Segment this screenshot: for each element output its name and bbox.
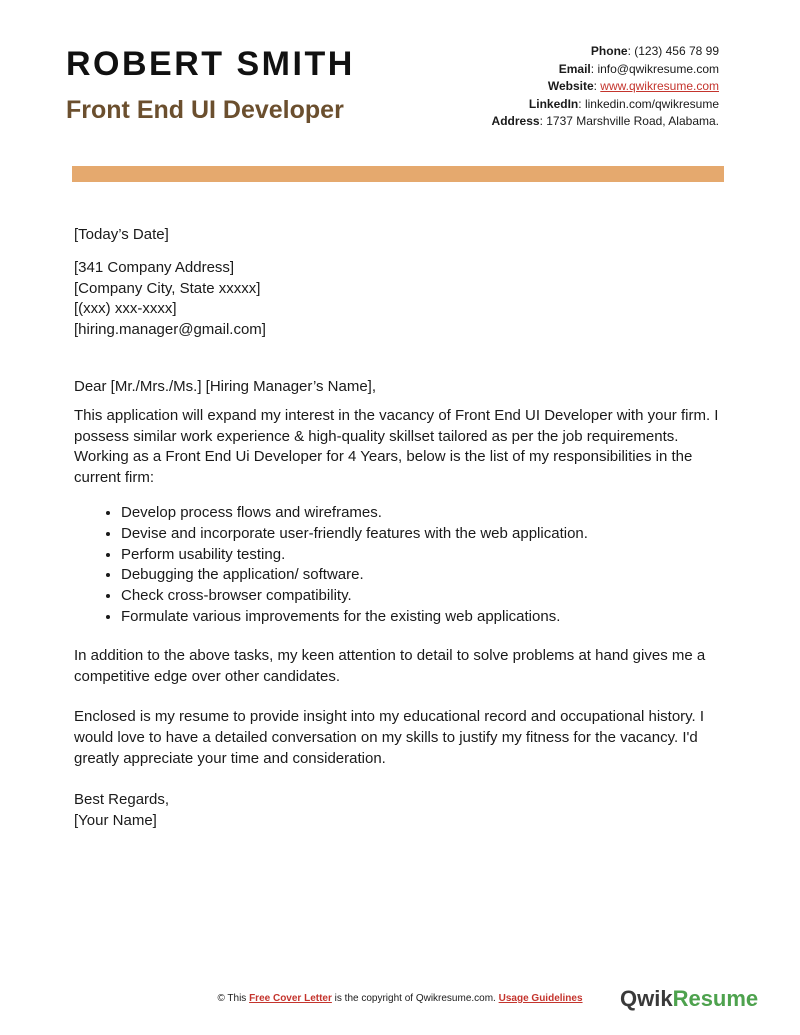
- contact-email: Email: info@qwikresume.com: [558, 61, 719, 76]
- signature: [Your Name]: [74, 811, 157, 829]
- letter-body: [74, 225, 724, 831]
- header-divider: [72, 166, 724, 182]
- salutation: Dear [Mr./Mrs./Ms.] [Hiring Manager’s Name],: [74, 377, 377, 395]
- applicant-name: ROBERT SMITH: [66, 45, 355, 83]
- contact-address: Address: 1737 Marshville Road, Alabama.: [491, 114, 719, 128]
- list-item: • Formulate various improvements for the existing web applications.: [121, 607, 724, 628]
- letter-date: [Today’s Date]: [74, 226, 169, 243]
- qwikresume-logo: [620, 985, 758, 1013]
- recipient-line: [hiring.manager@gmail.com]: [74, 321, 266, 339]
- paragraph-attention: In addition to the above tasks, my keen attention to detail to solve problems at hand gives me a competitive edge over other candidates.: [74, 646, 706, 685]
- list-item: • Perform usability testing.: [121, 545, 724, 566]
- address-value: 1737 Marshville Road, Alabama.: [546, 114, 719, 128]
- duties-list: [74, 503, 724, 628]
- job-title: Front End UI Developer: [66, 96, 344, 124]
- email-value: info@qwikresume.com: [597, 61, 719, 76]
- email-label: Email: [558, 61, 591, 76]
- website-label: Website: [547, 79, 594, 93]
- footer-middle: is the copyright of Qwikresume.com.: [331, 993, 499, 1004]
- address-label: Address: [491, 114, 540, 128]
- logo-part-qwik: Qwik: [620, 986, 673, 1011]
- linkedin-value: linkedin.com/qwikresume: [584, 96, 719, 111]
- phone-value: (123) 456 78 99: [634, 44, 719, 58]
- contact-linkedin: LinkedIn: linkedin.com/qwikresume: [528, 96, 719, 111]
- recipient-block: [74, 258, 724, 341]
- closing: Best Regards,: [74, 790, 170, 808]
- list-item: • Devise and incorporate user-friendly features with the web application.: [121, 524, 724, 545]
- free-cover-letter-link[interactable]: Free Cover Letter: [249, 993, 332, 1004]
- recipient-line: [(xxx) xxx-xxxx]: [74, 300, 177, 318]
- list-item: • Debugging the application/ software.: [121, 565, 724, 586]
- phone-label: Phone: [590, 44, 628, 58]
- footer-prefix: © This: [217, 993, 250, 1004]
- list-item: • Develop process flows and wireframes.: [121, 503, 724, 524]
- contact-website: Website: www.qwikresume.com: [547, 79, 719, 93]
- linkedin-label: LinkedIn: [528, 96, 579, 111]
- contact-phone: Phone: (123) 456 78 99: [590, 44, 719, 58]
- logo-part-resume: Resume: [672, 986, 759, 1011]
- recipient-line: [Company City, State xxxxx]: [74, 279, 261, 297]
- website-link[interactable]: www.qwikresume.com: [600, 79, 719, 93]
- list-item: • Check cross-browser compatibility.: [121, 586, 724, 607]
- paragraph-enclosed: Enclosed is my resume to provide insight into my educational record and occupational history. I would love to have a detailed conversation on my skills to justify my fitness for the vacancy. I'd greatly appreciate your time and consideration.: [74, 708, 705, 767]
- intro-paragraph: This application will expand my interest in the vacancy of Front End UI Developer with your firm. I possess similar work experience & high-quality skillset tailored as per the job requirements. Working as a Front End Ui Developer for 4 Years, below is the list of my responsibilities in the current firm:: [74, 406, 719, 487]
- recipient-line: [341 Company Address]: [74, 258, 235, 276]
- usage-guidelines-link[interactable]: Usage Guidelines: [498, 993, 583, 1004]
- contact-block: [492, 43, 719, 131]
